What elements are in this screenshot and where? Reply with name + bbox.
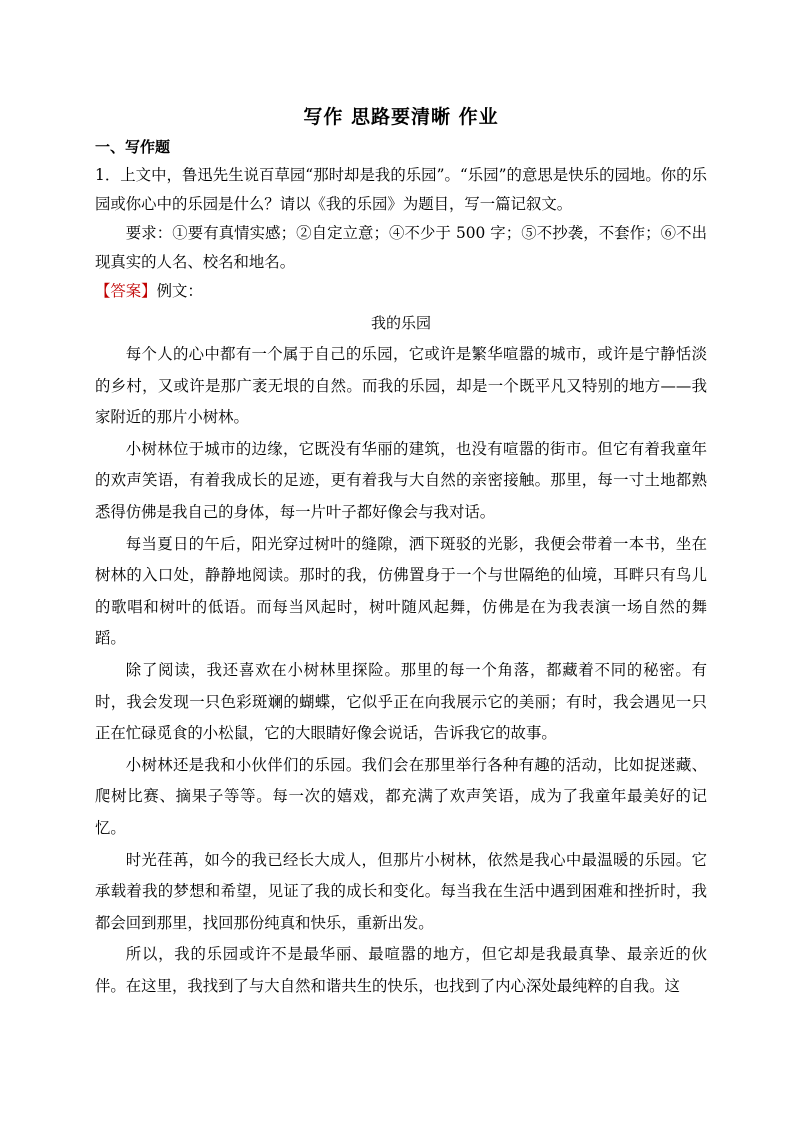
essay-paragraph: 时光荏苒，如今的我已经长大成人，但那片小树林，依然是我心中最温暖的乐园。它承载着我的梦想和希望，见证了我的成长和变化。每当我在生活中遇到困难和挫折时，我都会回到那里，找回那份纯真和快乐，重新出发。 bbox=[95, 850, 707, 932]
essay-title: 我的乐园 bbox=[370, 314, 431, 332]
question-text: 1．上文中，鲁迅先生说百草园“那时却是我的乐园”。“乐园”的意思是快乐的园地。你的乐园或你心中的乐园是什么？请以《我的乐园》为题目，写一篇记叙文。 bbox=[95, 166, 707, 213]
essay-paragraph: 每当夏日的午后，阳光穿过树叶的缝隙，洒下斑驳的光影，我便会带着一本书，坐在树林的入口处，静静地阅读。那时的我，仿佛置身于一个与世隔绝的仙境，耳畔只有鸟儿的歌唱和树叶的低语。而每当风起时，树叶随风起舞，仿佛是在为我表演一场自然的舞蹈。 bbox=[95, 534, 707, 648]
answer-line bbox=[95, 277, 707, 306]
essay-body bbox=[95, 339, 707, 1002]
section-heading: 一、写作题 bbox=[95, 138, 171, 156]
essay-paragraph: 每个人的心中都有一个属于自己的乐园，它或许是繁华喧嚣的城市，或许是宁静恬淡的乡村，又或许是那广袤无垠的自然。而我的乐园，却是一个既平凡又特别的地方——我家附近的那片小树林。 bbox=[95, 345, 707, 427]
question-requirements: 要求：①要有真情实感；②自定立意；④不少于 500 字；⑤不抄袭，不套作；⑥不出现真实的人名、校名和地名。 bbox=[95, 224, 707, 271]
essay-paragraph: 所以，我的乐园或许不是最华丽、最喧嚣的地方，但它却是我最真挚、最亲近的伙伴。在这里，我找到了与大自然和谐共生的快乐，也找到了内心深处最纯粹的自我。这 bbox=[95, 945, 707, 995]
document-title: 写作 思路要清晰 作业 bbox=[303, 106, 499, 128]
essay-paragraph: 小树林位于城市的边缘，它既没有华丽的建筑，也没有喧嚣的街市。但它有着我童年的欢声笑语，有着我成长的足迹，更有着我与大自然的亲密接触。那里，每一寸土地都熟悉得仿佛是我自己的身体，每一片叶子都好像会与我对话。 bbox=[95, 439, 707, 521]
answer-tag: 【答案】 bbox=[95, 282, 157, 300]
essay-paragraph: 小树林还是我和小伙伴们的乐园。我们会在那里举行各种有趣的活动，比如捉迷藏、爬树比赛、摘果子等等。每一次的嬉戏，都充满了欢声笑语，成为了我童年最美好的记忆。 bbox=[95, 755, 707, 837]
essay-paragraph: 除了阅读，我还喜欢在小树林里探险。那里的每一个角落，都藏着不同的秘密。有时，我会发现一只色彩斑斓的蝴蝶，它似乎正在向我展示它的美丽；有时，我会遇见一只正在忙碌觅食的小松鼠，它的大眼睛好像会说话，告诉我它的故事。 bbox=[95, 660, 707, 743]
document-page bbox=[95, 100, 707, 1002]
answer-label: 例文： bbox=[156, 282, 203, 300]
